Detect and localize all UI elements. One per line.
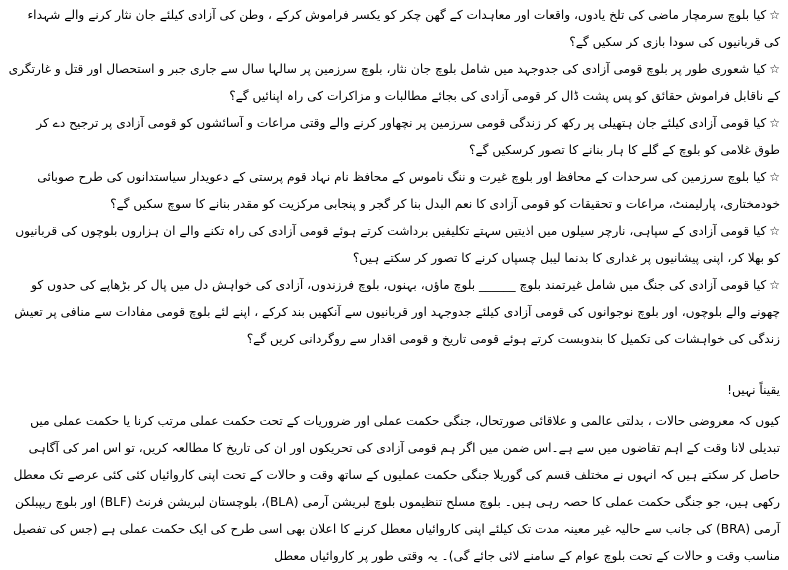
question-2: [8, 56, 780, 110]
question-text: کیا بلوچ سرمچار ماضی کی تلخ یادوں، واقعات اور معاہدات کے گھن چکر کو یکسر فراموش کرکے ، وطن کی آزادی کیلئے جان نثار کرنے والے شہداء کی قربانیوں کی سودا بازی کر سکیں گے؟: [27, 8, 780, 49]
star-bullet-icon: ☆: [769, 62, 780, 76]
question-5: [8, 218, 780, 272]
star-bullet-icon: ☆: [769, 8, 780, 22]
question-text: کیا قومی آزادی کے سپاہی، نارچر سیلوں میں اذیتیں سہتے تکلیفیں برداشت کرتے ہوئے قومی آزادی کی راہ تکنے والے ان ہزاروں بلوچوں کی قربانیوں کو بھلا کر، اپنی پیشانیوں پر غداری کا بدنما لیبل چسپاں کرنے کا تصور کر سکتے ہیں؟: [15, 224, 780, 265]
star-bullet-icon: ☆: [769, 278, 780, 292]
closing-paragraph: کیوں کہ معروضی حالات ، بدلتی عالمی و علاقائی صورتحال، جنگی حکمت عملی اور ضروریات کے تحت حکمت عملی مرتب کرنا یا حکمت عملی میں تبدیلی لانا وقت کے اہم تقاضوں میں سے ہے۔اس ضمن میں اگر ہم قومی آزادی کی تحریکوں اور ان کی تاریخ کا مطالعہ کریں، تو اس امر کی آگاہی حاصل کر سکتے ہیں کہ انہوں نے مختلف قسم کی گوریلا جنگی حکمت عملیوں کے ساتھ وقت و حالات کے تحت اپنی کاروائیاں کئی کئی عرصے تک معطل رکھی ہیں، جو جنگی حکمت عملی کا حصہ رہی ہیں۔ بلوچ مسلح تنظیموں بلوچ لبریشن آرمی (BLA)، بلوچستان لبریشن فرنٹ (BLF) اور بلوچ ریپبلکن آرمی (BRA) کی جانب سے حالیہ غیر معینہ مدت تک کیلئے اپنی کاروائیاں معطل کرنے کا اعلان بھی اسی طرح کی ایک حکمت عملی ہے (جس کی تفصیل مناسب وقت و حالات کے تحت بلوچ عوام کے سامنے لائی جائے گی)۔ یہ وقتی طور پر کاروائیاں معطل: [12, 414, 780, 563]
question-3: [8, 110, 780, 164]
question-text: کیا شعوری طور پر بلوچ قومی آزادی کی جدوجہد میں شامل بلوچ جان نثار، بلوچ سرزمین پر سالہا سال سے جاری جبر و استحصال اور قتل و غارتگری کے ناقابل فراموش حقائق کو پس پشت ڈال کر قومی آزادی کی بجائے مطالبات و مزاکرات کی راہ اپنائیں گے؟: [8, 62, 780, 103]
question-6: [8, 272, 780, 353]
closing-heading: یقیناً نہیں!: [727, 383, 780, 397]
question-text: کیا قومی آزادی کی جنگ میں شامل غیرتمند بلوچ ______ بلوچ ماؤں، بہنوں، بلوچ فرزندوں، آزادی کی خواہش دل میں پال کر بڑھاپے کی حدوں کو چھونے والے بلوچوں، اور بلوچ نوجوانوں کی قومی آزادی کیلئے جدوجہد اور قربانیوں سے آنکھیں بند کرکے ، اپنے لئے بلوچ قومی مفادات سے منافی پر تعیش زندگی کی خواہشات کی تکمیل کا بندوبست کرتے ہوئے قومی تاریخ و قومی اقدار سے روگردانی کریں گے؟: [14, 278, 780, 346]
star-bullet-icon: ☆: [769, 170, 780, 184]
question-text: کیا بلوچ سرزمین کی سرحدات کے محافظ اور بلوچ غیرت و ننگ ناموس کے محافظ نام نہاد قوم پرستی کے دعویدار سیاستدانوں کی طرح صوبائی خودمختاری، پارلیمنٹ، مراعات و تحقیقات کو قومی آزادی کا نعم البدل بنا کر گجر و پنجابی مرکزیت کو مقدر بنانے کا سوچ سکیں گے؟: [37, 170, 780, 211]
section-spacer: [8, 353, 780, 377]
question-1: [8, 2, 780, 56]
question-4: [8, 164, 780, 218]
star-bullet-icon: ☆: [769, 224, 780, 238]
star-bullet-icon: ☆: [769, 116, 780, 130]
question-text: کیا قومی آزادی کیلئے جان ہتھیلی پر رکھ کر زندگی قومی سرزمین پر نچھاور کرنے والے وقتی مراعات و آسائشوں کو قومی آزادی پر ترجیح دے کر طوق غلامی کو بلوچ کے گلے کا ہار بنانے کا تصور کرسکیں گے؟: [36, 116, 780, 157]
